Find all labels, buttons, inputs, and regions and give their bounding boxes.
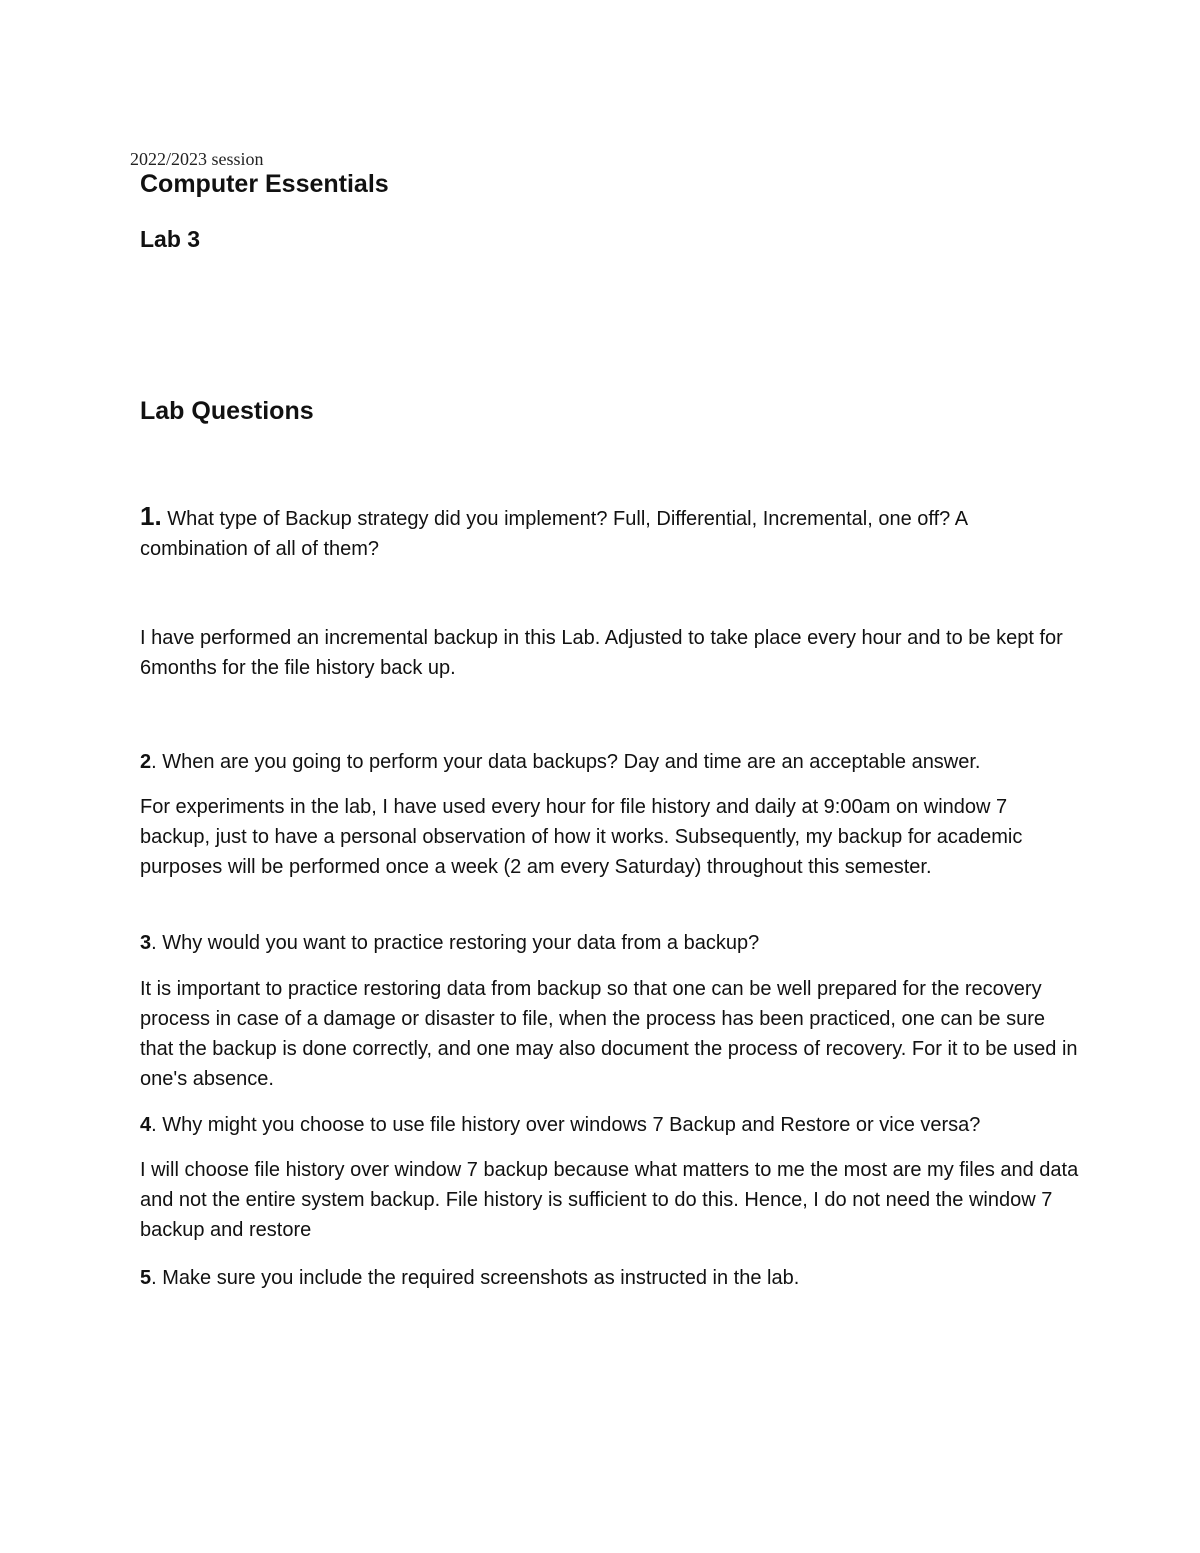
answer-4: I will choose file history over window 7 backup because what matters to me the most are my files and data and not the entire system backup. File history is sufficient to do this. Hence, I do not need the window 7 backup and restore — [140, 1159, 1079, 1241]
question-text: What type of Backup strategy did you implement? Full, Differential, Incremental, one off? A combination of all of them? — [140, 508, 967, 560]
lab-title: Lab 3 — [140, 226, 201, 252]
question-text: . Why might you choose to use file history over windows 7 Backup and Restore or vice versa? — [151, 1114, 981, 1136]
question-2 — [140, 747, 1080, 777]
question-number: 3 — [140, 932, 152, 954]
question-text: . Make sure you include the required screenshots as instructed in the lab. — [151, 1267, 800, 1289]
question-number: 5 — [140, 1267, 152, 1289]
question-3 — [140, 928, 1080, 958]
question-1 — [140, 501, 1080, 564]
answer-3: It is important to practice restoring data from backup so that one can be well prepared for the recovery process in case of a damage or disaster to file, when the process has been practiced, one can be sure that the backup is done correctly, and one may also document the process of recovery. For it to be used in one's absence. — [140, 978, 1078, 1090]
question-text: . Why would you want to practice restoring your data from a backup? — [151, 932, 760, 954]
course-title: Computer Essentials — [140, 170, 389, 198]
answer-2: For experiments in the lab, I have used every hour for file history and daily at 9:00am on window 7 backup, just to have a personal observation of how it works. Subsequently, my backup for academic purposes will be performed once a week (2 am every Saturday) throughout this semester. — [140, 796, 1023, 878]
session-label: 2022/2023 session — [130, 149, 264, 169]
question-number: 4 — [140, 1114, 152, 1136]
question-number: 1. — [140, 501, 162, 531]
section-title: Lab Questions — [140, 397, 314, 425]
question-text: . When are you going to perform your data backups? Day and time are an acceptable answer. — [151, 751, 981, 773]
question-number: 2 — [140, 751, 152, 773]
question-4 — [140, 1110, 1080, 1140]
answer-1: I have performed an incremental backup in this Lab. Adjusted to take place every hour and to be kept for 6months for the file history back up. — [140, 627, 1063, 679]
question-5 — [140, 1263, 1080, 1293]
